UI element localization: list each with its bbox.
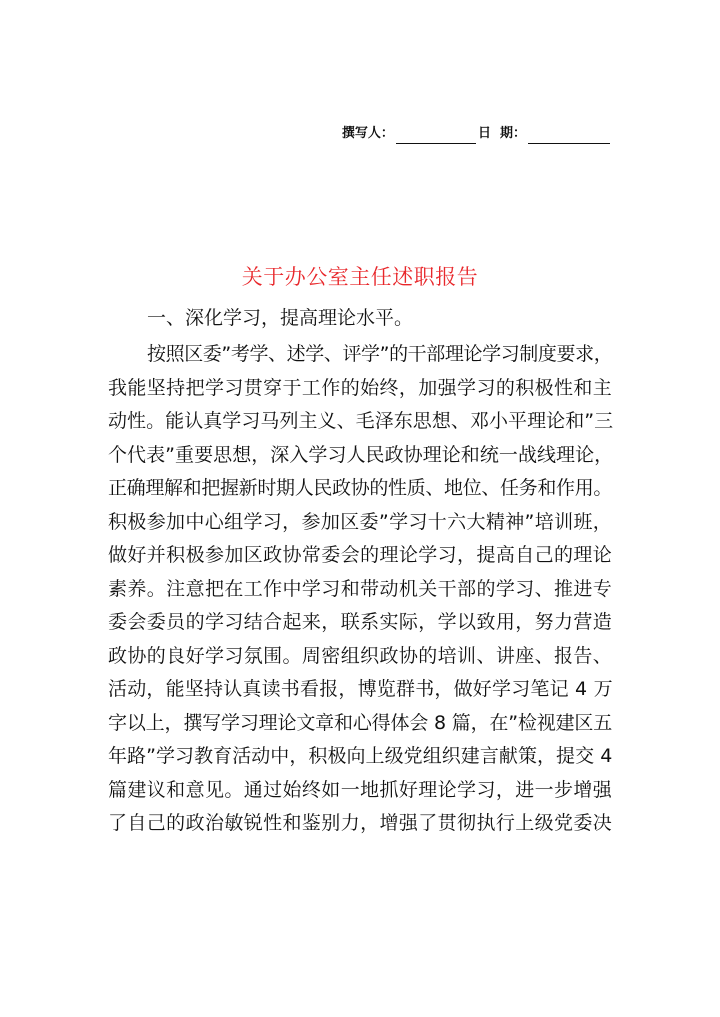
- date-label: 日 期：: [477, 126, 526, 141]
- paragraph-line: 委会委员的学习结合起来，联系实际，学以致用，努力营造: [108, 611, 612, 633]
- author-label: 撰写人：: [341, 126, 394, 141]
- author-blank-field[interactable]: [396, 127, 476, 144]
- paragraph-line: 动性。能认真学习马列主义、毛泽东思想、邓小平理论和”三: [108, 410, 614, 432]
- paragraph-line: 做好并积极参加区政协常委会的理论学习，提高自己的理论: [108, 544, 612, 566]
- paragraph-line: 按照区委”考学、述学、评学”的干部理论学习制度要求，: [147, 343, 613, 365]
- paragraph-line: 年路”学习教育活动中，积极向上级党组织建言献策，提交 4: [108, 745, 613, 767]
- document-title: 关于办公室主任述职报告: [241, 265, 479, 289]
- paragraph-line: 个代表”重要思想，深入学习人民政协理论和统一战线理论，: [108, 443, 614, 466]
- paragraph-line: 政协的良好学习氛围。周密组织政协的培训、讲座、报告、: [108, 644, 612, 667]
- paragraph-line: 了自己的政治敏锐性和鉴别力，增强了贯彻执行上级党委决: [108, 812, 612, 834]
- paragraph-line: 我能坚持把学习贯穿于工作的始终，加强学习的积极性和主: [108, 376, 612, 399]
- author-date-line: [342, 124, 612, 144]
- body-paragraph: [108, 338, 612, 841]
- paragraph-line: 活动，能坚持认真读书看报，博览群书，做好学习笔记 4 万: [108, 678, 613, 700]
- paragraph-line: 篇建议和意见。通过始终如一地抓好理论学习，进一步增强: [108, 778, 612, 801]
- paragraph-line: 积极参加中心组学习，参加区委”学习十六大精神”培训班，: [108, 510, 612, 533]
- date-blank-field[interactable]: [528, 127, 610, 144]
- paragraph-line: 字以上，撰写学习理论文章和心得体会 8 篇，在”检视建区五: [108, 711, 612, 734]
- paragraph-line: 素养。注意把在工作中学习和带动机关干部的学习、推进专: [108, 577, 612, 600]
- paragraph-line: 正确理解和把握新时期人民政协的性质、地位、任务和作用。: [108, 477, 612, 499]
- section-heading: 一、深化学习，提高理论水平。: [147, 307, 414, 329]
